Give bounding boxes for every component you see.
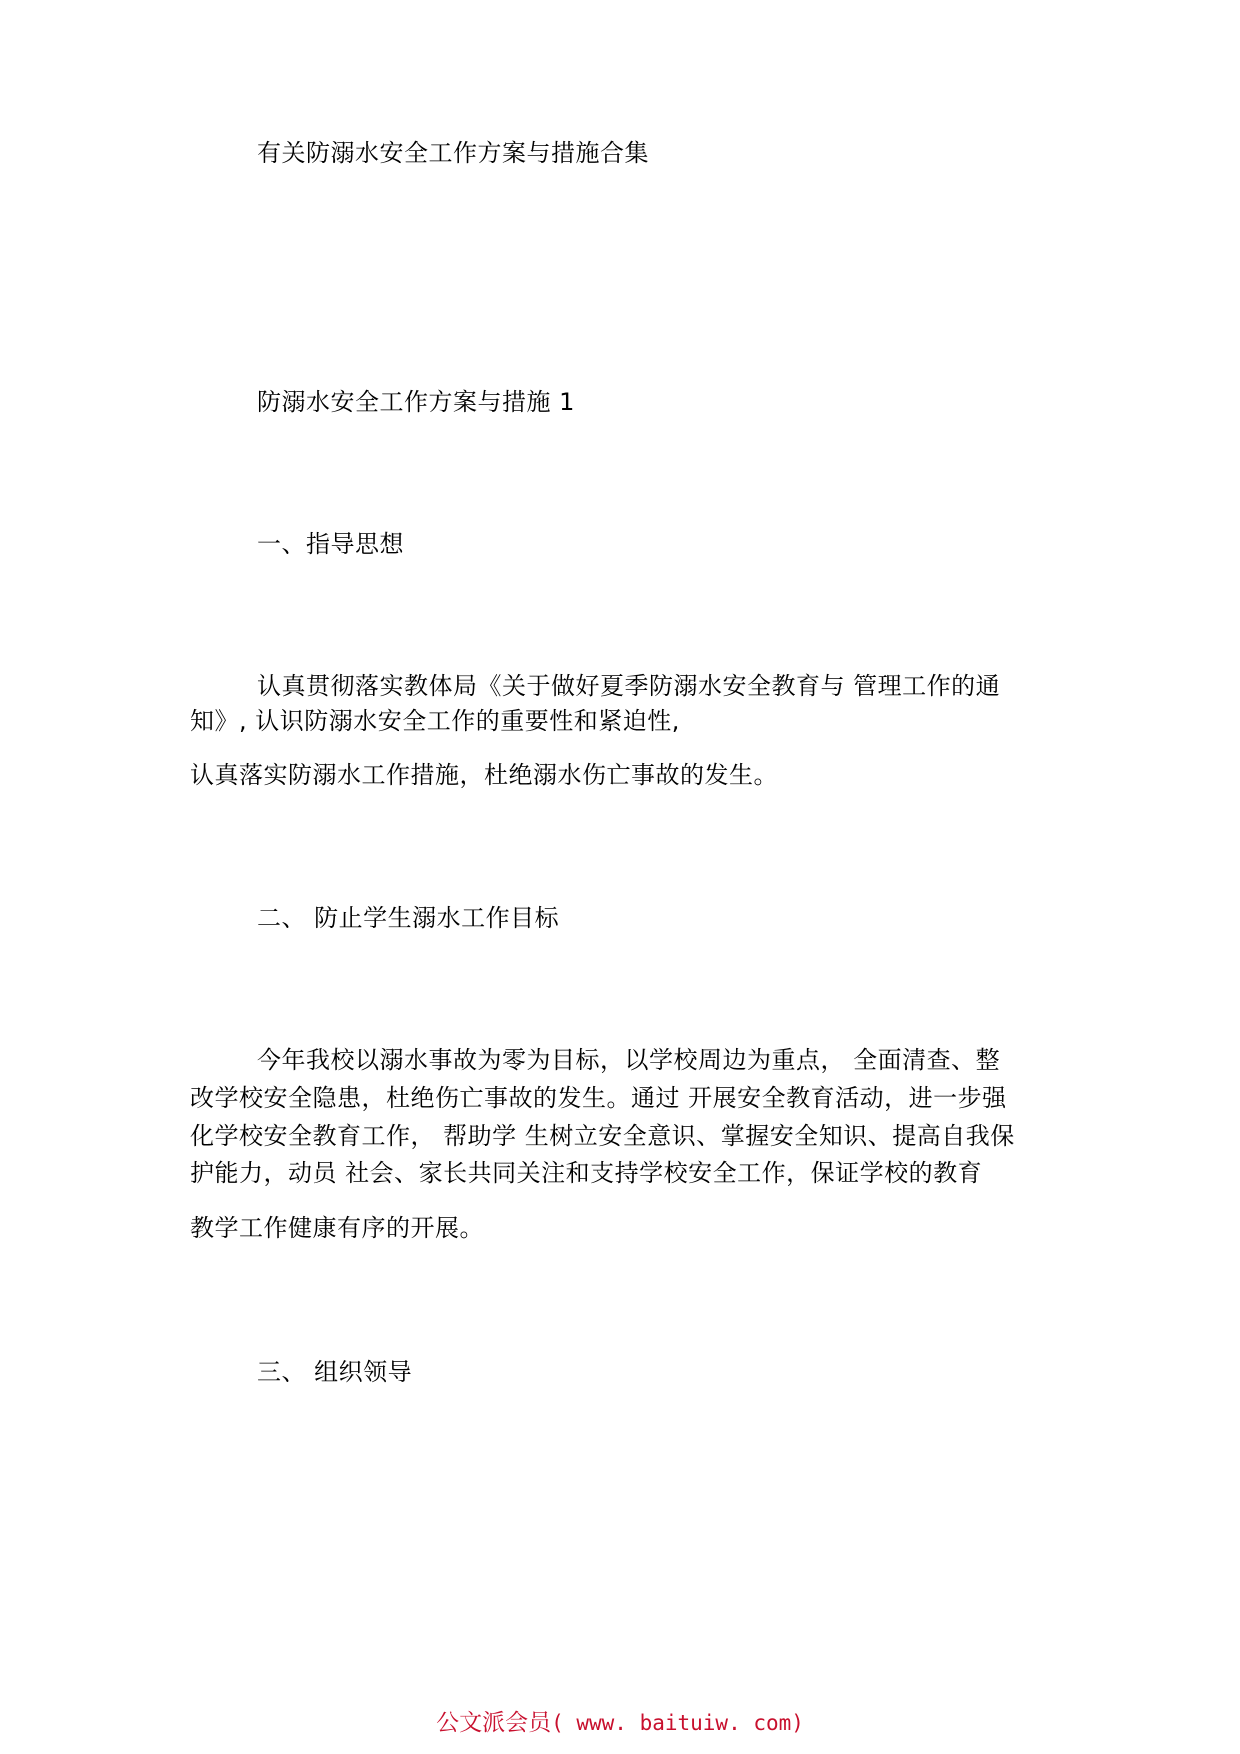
footer-url[interactable]: ( www. baituiw. com) (551, 1711, 804, 1735)
heading-guiding-ideology: 一、指导思想 (257, 530, 404, 558)
paragraph-1-line-1: 认真贯彻落实教体局《关于做好夏季防溺水安全教育与 管理工作的通 (257, 672, 1001, 700)
paragraph-2-line-3: 化学校安全教育工作， 帮助学 生树立安全意识、掌握安全知识、提高自我保 (190, 1122, 1015, 1150)
paragraph-2-line-5: 教学工作健康有序的开展。 (190, 1214, 484, 1242)
document-title: 有关防溺水安全工作方案与措施合集 (257, 139, 649, 167)
footer-watermark (0, 1708, 1240, 1738)
paragraph-2-line-1: 今年我校以溺水事故为零为目标，以学校周边为重点， 全面清查、整 (257, 1046, 1001, 1074)
paragraph-2-line-2: 改学校安全隐患，杜绝伤亡事故的发生。通过 开展安全教育活动，进一步强 (190, 1084, 1007, 1112)
footer-brand: 公文派会员 (436, 1710, 552, 1736)
paragraph-1-line-3: 认真落实防溺水工作措施，杜绝溺水伤亡事故的发生。 (190, 761, 778, 789)
heading-organization: 三、 组织领导 (257, 1358, 413, 1386)
paragraph-2-line-4: 护能力，动员 社会、家长共同关注和支持学校安全工作，保证学校的教育 (190, 1159, 983, 1187)
paragraph-1-line-2: 知》, 认识防溺水安全工作的重要性和紧迫性, (190, 707, 680, 735)
heading-work-goal: 二、 防止学生溺水工作目标 (257, 904, 560, 932)
section-title: 防溺水安全工作方案与措施 1 (257, 388, 575, 416)
